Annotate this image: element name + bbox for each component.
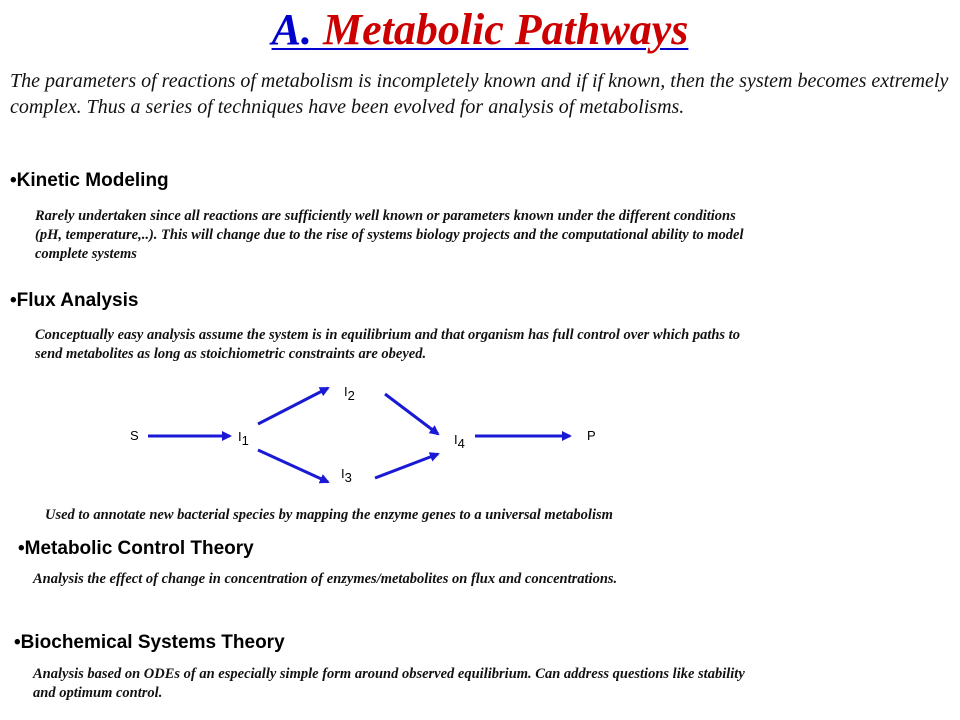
pathway-diagram [0,370,700,495]
arrow-i2-i4 [385,394,438,434]
arrow-i3-i4 [375,454,438,478]
node-i3: I3 [341,466,352,485]
intro-paragraph: The parameters of reactions of metabolism is incompletely known and if if known, then the system becomes extremely complex. Thus a series of techniques have been evolved for analysis of metabolisms. [10,70,949,118]
flux-analysis-text: Conceptually easy analysis assume the system is in equilibrium and that organism has full control over which paths to send metabolites as long as stoichiometric constraints are obeyed. [35,327,740,362]
title-letter: A. [271,5,312,54]
page-title [0,4,960,56]
biochemical-systems-theory-text: Analysis based on ODEs of an especially simple form around observed equilibrium. Can address questions like stability and optimum control. [33,666,745,701]
node-p: P [587,428,596,443]
flux-analysis-note: Used to annotate new bacterial species by mapping the enzyme genes to a universal metabolism [45,507,613,523]
node-i1: I1 [238,429,249,448]
heading-kinetic-modeling: •Kinetic Modeling [10,170,169,191]
title-text: Metabolic Pathways [322,5,689,54]
heading-metabolic-control-theory: •Metabolic Control Theory [18,538,254,559]
node-i4: I4 [454,432,465,451]
kinetic-modeling-text: Rarely undertaken since all reactions are sufficiently well known or parameters known under the different conditions (pH, temperature,..). This will change due to the rise of systems biology projects and the computational ability to model complete systems [35,208,744,262]
metabolic-control-theory-text: Analysis the effect of change in concentration of enzymes/metabolites on flux and concentrations. [33,571,618,587]
heading-biochemical-systems-theory: •Biochemical Systems Theory [14,632,285,653]
arrow-i1-i2 [258,388,328,424]
heading-flux-analysis: •Flux Analysis [10,290,139,311]
arrow-i1-i3 [258,450,328,482]
node-i2: I2 [344,384,355,403]
node-s: S [130,428,139,443]
